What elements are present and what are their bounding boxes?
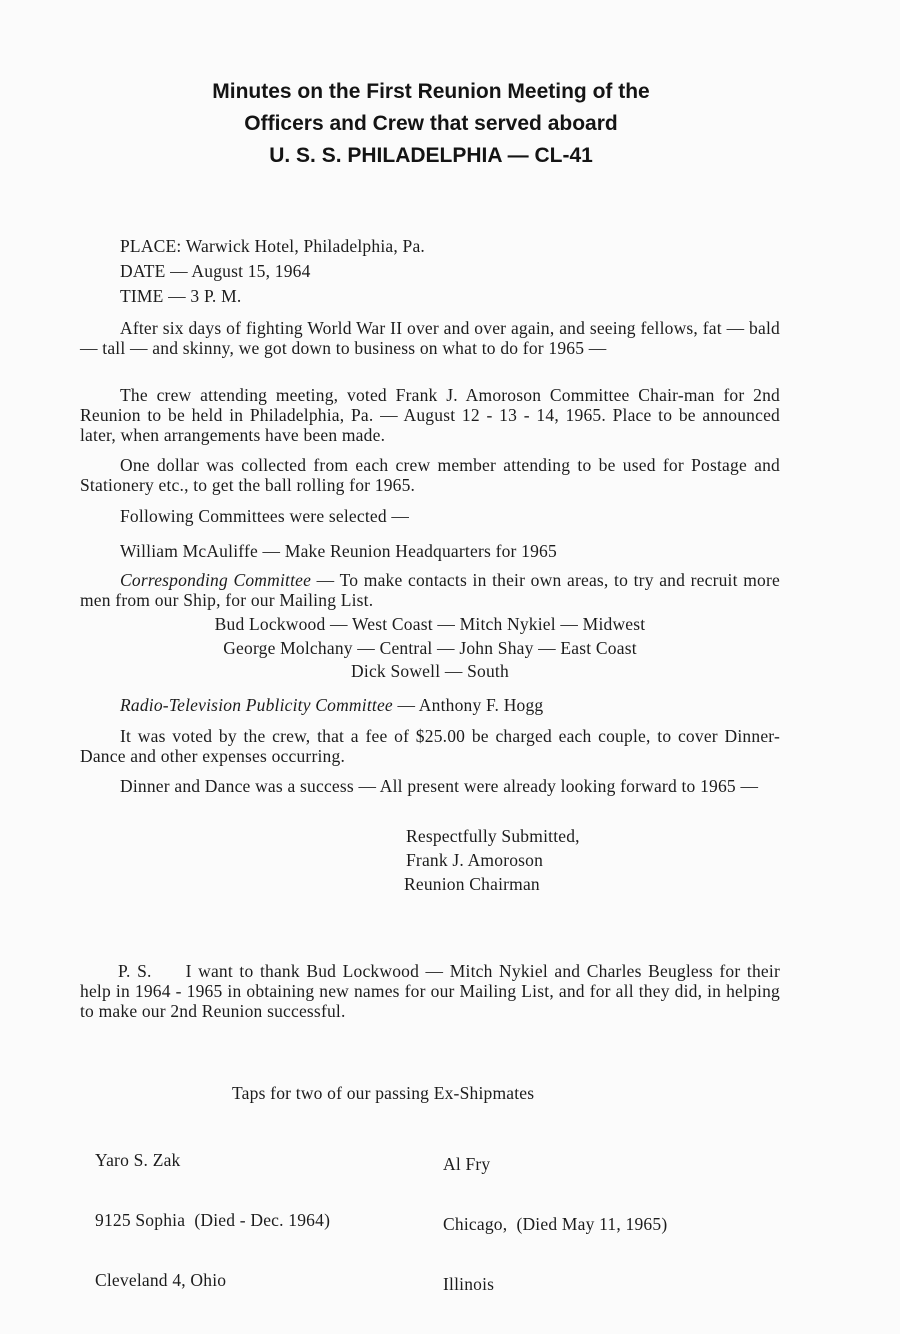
taps-shipmate-right	[443, 1114, 667, 1334]
postscript-paragraph	[80, 961, 780, 1021]
postscript-label: P. S.	[118, 961, 152, 981]
title-line-1: Minutes on the First Reunion Meeting of the	[212, 80, 650, 103]
committee-members-line-2: George Molchany — Central — John Shay — East Coast	[223, 638, 637, 658]
paragraph-fee: It was voted by the crew, that a fee of $25.00 be charged each couple, to cover Dinner-Dance and other expenses occurring.	[80, 726, 780, 766]
postscript-text: I want to thank Bud Lockwood — Mitch Nykiel and Charles Beugless for their help in 1964 - 1965 in obtaining new names for our Mailing List, and for all they did, in helping to make our 2nd Reunion successful.	[80, 961, 780, 1021]
radio-committee-line	[120, 695, 543, 715]
radio-committee-member: — Anthony F. Hogg	[392, 695, 544, 715]
paragraph-committees-intro: Following Committees were selected —	[120, 506, 410, 526]
taps-left-city: Cleveland 4, Ohio	[95, 1270, 227, 1290]
date-line: DATE — August 15, 1964	[120, 261, 311, 281]
radio-committee-title: Radio-Television Publicity Committee	[120, 695, 393, 715]
taps-right-address: Chicago, (Died May 11, 1965)	[443, 1214, 668, 1234]
paragraph-dollar-collection: One dollar was collected from each crew member attending to be used for Postage and Stationery etc., to get the ball rolling for 1965.	[80, 455, 780, 495]
time-line: TIME — 3 P. M.	[120, 286, 242, 306]
paragraph-headquarters: William McAuliffe — Make Reunion Headquarters for 1965	[120, 541, 557, 561]
committee-members-line-3: Dick Sowell — South	[351, 661, 509, 681]
taps-right-city: Illinois	[443, 1274, 495, 1294]
taps-heading: Taps for two of our passing Ex-Shipmates	[232, 1083, 535, 1103]
signature-closing: Respectfully Submitted,	[406, 826, 580, 846]
paragraph-dinner-dance: Dinner and Dance was a success — All present were already looking forward to 1965 —	[120, 776, 759, 796]
taps-left-name: Yaro S. Zak	[95, 1150, 181, 1170]
signature-title: Reunion Chairman	[404, 874, 540, 894]
paragraph-opening: After six days of fighting World War II over and over again, and seeing fellows, fat — bald — tall — and skinny, we got down to business on what to do for 1965 —	[80, 318, 780, 358]
corresponding-committee-text: — To make contacts in their own areas, to try and recruit more men from our Ship, for our Mailing List.	[80, 570, 780, 610]
taps-shipmate-left	[95, 1110, 330, 1330]
title-line-2: Officers and Crew that served aboard	[244, 112, 618, 135]
corresponding-committee-title: Corresponding Committee	[120, 570, 312, 590]
signature-name: Frank J. Amoroson	[406, 850, 544, 870]
corresponding-committee-paragraph	[80, 570, 780, 610]
committee-members-line-1: Bud Lockwood — West Coast — Mitch Nykiel — Midwest	[214, 614, 646, 634]
title-line-3: U. S. S. PHILADELPHIA — CL-41	[269, 144, 593, 167]
paragraph-chairman-vote: The crew attending meeting, voted Frank J. Amoroson Committee Chair-man for 2nd Reunion to be held in Philadelphia, Pa. — August 12 - 13 - 14, 1965. Place to be announced later, when arrangements have been made.	[80, 385, 780, 445]
place-line: PLACE: Warwick Hotel, Philadelphia, Pa.	[120, 236, 425, 256]
taps-left-address: 9125 Sophia (Died - Dec. 1964)	[95, 1210, 331, 1230]
taps-right-name: Al Fry	[443, 1154, 491, 1174]
document-title	[0, 76, 862, 172]
